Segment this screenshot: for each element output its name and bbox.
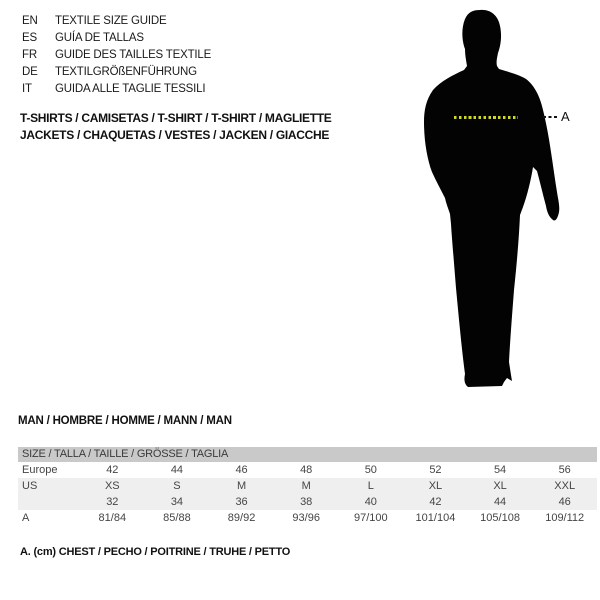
chest-cell: 105/108 — [480, 512, 520, 524]
lang-code-de: DE — [22, 66, 38, 78]
chest-measure-dashes — [454, 116, 518, 119]
chest-cell: 89/92 — [227, 512, 256, 524]
europe-cell: 44 — [170, 464, 184, 476]
europe-cell: 48 — [300, 464, 313, 476]
language-legend — [22, 13, 211, 98]
chest-cell: 97/100 — [353, 512, 388, 524]
measure-label-a: A — [561, 109, 570, 124]
row-label-europe: Europe — [22, 464, 58, 476]
lang-code-es: ES — [22, 32, 37, 44]
europe-cell: 52 — [429, 464, 442, 476]
row-label-us: US — [22, 480, 38, 492]
section-title-man: MAN / HOMBRE / HOMME / MANN / MAN — [18, 415, 232, 427]
table-row-chest-a — [18, 510, 597, 526]
lang-label-es: GUÍA DE TALLAS — [55, 32, 144, 44]
man-silhouette-figure — [410, 0, 600, 400]
us-numeric-cell: 46 — [558, 496, 571, 508]
chest-cell: 85/88 — [163, 512, 191, 524]
us-cell: XXL — [554, 480, 576, 492]
lang-label-fr: GUIDE DES TAILLES TEXTILE — [55, 49, 212, 61]
legend-row-it — [22, 81, 211, 98]
category-tshirts: T-SHIRTS / CAMISETAS / T-SHIRT / T-SHIRT / MAGLIETTE — [20, 111, 332, 125]
us-numeric-cell: 42 — [429, 496, 442, 508]
europe-cell: 56 — [558, 464, 571, 476]
us-cell: S — [173, 480, 181, 492]
chest-cell: 93/96 — [292, 512, 320, 524]
us-cell: XS — [104, 480, 120, 492]
us-cell: XL — [493, 480, 507, 492]
us-cell: M — [236, 480, 247, 492]
us-numeric-cell: 36 — [235, 496, 248, 508]
chest-cell: 101/104 — [415, 512, 456, 524]
lang-code-en: EN — [22, 15, 38, 27]
lang-label-de: TEXTILGRÖßENFÜHRUNG — [55, 66, 197, 78]
us-numeric-cell: 44 — [493, 496, 507, 508]
us-numeric-cell: 38 — [300, 496, 313, 508]
row-label-a: A — [22, 512, 30, 524]
legend-row-de — [22, 64, 211, 81]
row-label-us-numeric — [18, 494, 80, 510]
europe-cell: 42 — [106, 464, 119, 476]
table-row-us — [18, 478, 597, 494]
table-row-europe — [18, 462, 597, 478]
size-table — [18, 447, 597, 526]
lang-code-it: IT — [22, 83, 32, 95]
us-cell: M — [301, 480, 311, 492]
measurement-footnote: A. (cm) CHEST / PECHO / POITRINE / TRUHE / PETTO — [20, 546, 291, 558]
us-numeric-cell: 32 — [106, 496, 119, 508]
table-row-us-numeric — [18, 494, 597, 510]
chest-measure-leader-dashes — [543, 116, 559, 118]
legend-row-es — [22, 30, 211, 47]
europe-cell: 50 — [364, 464, 377, 476]
us-numeric-cell: 34 — [170, 496, 184, 508]
lang-label-it: GUIDA ALLE TAGLIE TESSILI — [55, 83, 206, 95]
man-silhouette-icon — [410, 0, 600, 400]
europe-cell: 54 — [493, 464, 507, 476]
chest-cell: 109/112 — [545, 512, 585, 524]
chest-cell: 81/84 — [98, 512, 127, 524]
size-table-header: SIZE / TALLA / TAILLE / GRÖSSE / TAGLIA — [18, 447, 597, 462]
legend-row-fr — [22, 47, 211, 64]
us-cell: L — [367, 480, 374, 492]
europe-cell: 46 — [235, 464, 248, 476]
category-block — [20, 110, 332, 144]
us-numeric-cell: 40 — [364, 496, 377, 508]
legend-row-en — [22, 13, 211, 30]
lang-code-fr: FR — [22, 49, 37, 61]
us-cell: XL — [428, 480, 443, 492]
category-jackets: JACKETS / CHAQUETAS / VESTES / JACKEN / GIACCHE — [20, 128, 330, 142]
lang-label-en: TEXTILE SIZE GUIDE — [55, 15, 167, 27]
